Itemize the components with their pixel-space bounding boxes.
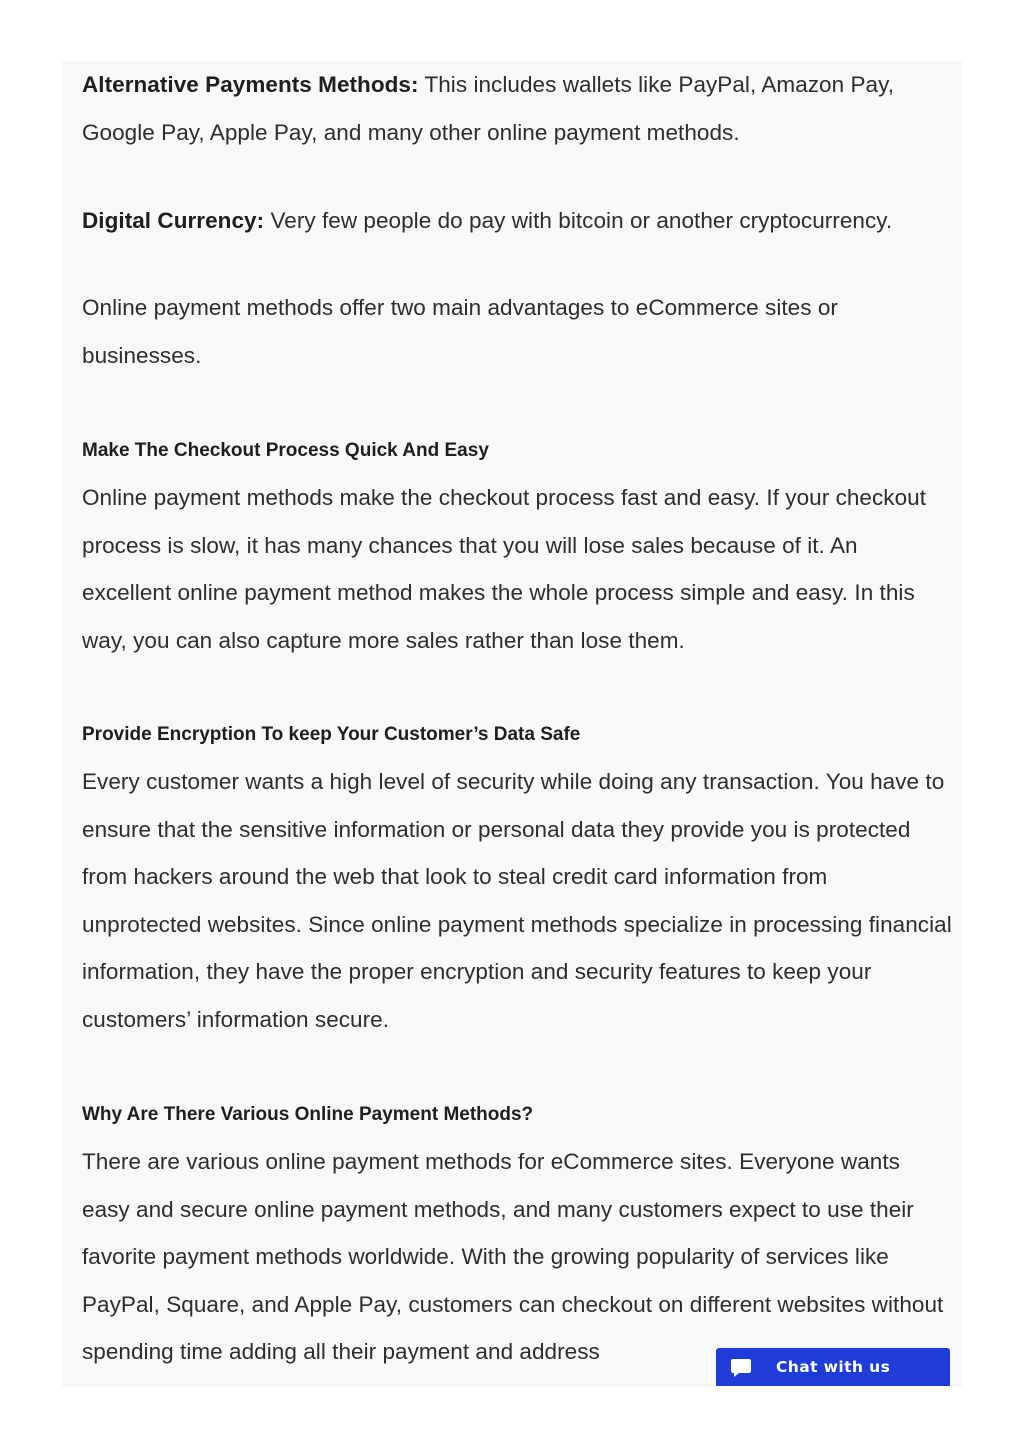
speech-bubble-icon <box>730 1357 752 1379</box>
paragraph-text: This includes wallets like PayPal, Amazon Pay, Google Pay, Apple Pay, and many other online payment methods. <box>82 72 895 145</box>
document-page <box>62 61 962 1387</box>
term-digital-currency: Digital Currency: <box>82 208 265 233</box>
heading-checkout-process: Make The Checkout Process Quick And Easy <box>82 440 489 461</box>
term-alternative-payments: Alternative Payments Methods: <box>82 72 419 97</box>
paragraph-encryption: Every customer wants a high level of security while doing any transaction. You have to ensure that the sensitive information or personal data they provide you is protected from hackers around the web that look to steal credit card information from unprotected websites. Since online payment methods specialize in processing financial information, they have the proper encryption and security features to keep your customers’ information secure. <box>82 769 952 1032</box>
chat-with-us-button[interactable] <box>716 1348 950 1386</box>
paragraph-digital-currency <box>82 197 892 245</box>
paragraph-advantages-intro: Online payment methods offer two main advantages to eCommerce sites or businesses. <box>82 295 838 368</box>
paragraph-alternative-payments <box>82 61 952 156</box>
heading-various-methods: Why Are There Various Online Payment Methods? <box>82 1104 534 1125</box>
paragraph-text: Very few people do pay with bitcoin or another cryptocurrency. <box>264 208 893 233</box>
chat-label: Chat with us <box>776 1358 891 1376</box>
paragraph-various-methods: There are various online payment methods for eCommerce sites. Everyone wants easy and secure online payment methods, and many customers expect to use their favorite payment methods worldwide. With the growing popularity of services like PayPal, Square, and Apple Pay, customers can checkout on different websites without spending time adding all their payment and address <box>82 1149 944 1364</box>
paragraph-checkout-process: Online payment methods make the checkout process fast and easy. If your checkout process is slow, it has many chances that you will lose sales because of it. An excellent online payment method makes the whole process simple and easy. In this way, you can also capture more sales rather than lose them. <box>82 485 927 653</box>
heading-encryption: Provide Encryption To keep Your Customer’s Data Safe <box>82 724 581 745</box>
